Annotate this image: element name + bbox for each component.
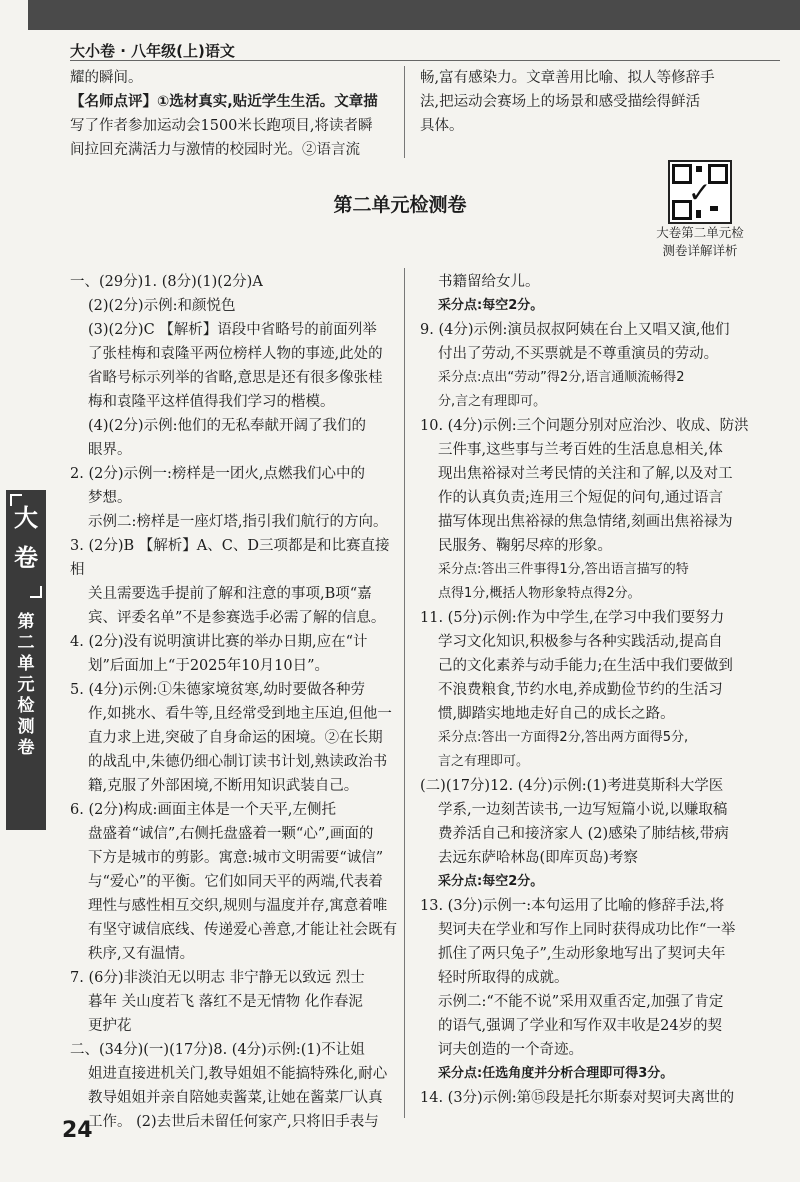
text-line: 现出焦裕禄对兰考民情的关注和了解,以及对工 xyxy=(438,466,733,482)
text-line: 3. (2分)B 【解析】A、C、D三项都是和比赛直接相 xyxy=(70,538,390,578)
text-line: 5. (4分)示例:①朱德家境贫寒,幼时要做各种劳 xyxy=(70,682,365,698)
text-line: 11. (5分)示例:作为中学生,在学习中我们要努力 xyxy=(420,610,725,626)
text-line: 作的认真负责;连用三个短促的问句,通过语言 xyxy=(438,490,723,506)
text-line: 二、(34分)(一)(17分)8. (4分)示例:(1)不让姐 xyxy=(70,1042,365,1058)
side-tab xyxy=(6,490,46,830)
text-line: 不浪费粮食,节约水电,养成勤俭节约的生活习 xyxy=(438,682,723,698)
side-tab-label-text: 第二单元检测卷 xyxy=(17,612,35,758)
top-left-block xyxy=(70,66,400,162)
text-line: 教导姐姐并亲自陪她卖酱菜,让她在酱菜厂认真 xyxy=(88,1090,383,1106)
scoring-line: 采分点:每空2分。 xyxy=(438,874,544,889)
page-number: 24 xyxy=(62,1118,93,1143)
text-line: 的战乱中,朱德仍细心制订读书计划,熟读政治书 xyxy=(88,754,388,770)
text-line: 学习文化知识,积极参与各种实践活动,提高自 xyxy=(438,634,723,650)
text-line: 9. (4分)示例:演员叔叔阿姨在台上又唱又演,他们 xyxy=(420,322,730,338)
scoring-line: 采分点:每空2分。 xyxy=(438,298,544,313)
top-right-block xyxy=(420,66,750,138)
text-line: 工作。 (2)去世后未留任何家产,只将旧手表与 xyxy=(88,1114,379,1130)
text-line: 诃夫创造的一个奇迹。 xyxy=(438,1042,583,1058)
text-line: 与“爱心”的平衡。它们如同天平的两端,代表着 xyxy=(88,874,383,890)
text-line: 法,把运动会赛场上的场景和感受描绘得鲜活 xyxy=(420,94,701,110)
text-line: 暮年 关山度若飞 落红不是无情物 化作春泥 xyxy=(88,994,363,1010)
text-line: 一、(29分)1. (8分)(1)(2分)A xyxy=(70,274,263,290)
text-line: 14. (3分)示例:第⑮段是托尔斯泰对契诃夫离世的 xyxy=(420,1090,735,1106)
text-line: 梅和袁隆平这样值得我们学习的楷模。 xyxy=(88,394,335,410)
text-line: 费养活自己和接济家人 (2)感染了肺结核,带病 xyxy=(438,826,729,842)
text-line: 间拉回充满活力与激情的校园时光。②语言流 xyxy=(70,142,360,158)
qr-caption-line: 大卷第二单元检 xyxy=(656,225,744,240)
header-rule xyxy=(70,60,780,61)
text-line: 学系,一边刻苦读书,一边写短篇小说,以赚取稿 xyxy=(438,802,728,818)
text-line: 理性与感性相互交织,规则与温度并存,寓意着唯 xyxy=(88,898,388,914)
text-line: 有坚守诚信底线、传递爱心善意,才能让社会既有 xyxy=(88,922,398,938)
text-line: 姐进直接进机关门,教导姐姐不能搞特殊化,耐心 xyxy=(88,1066,388,1082)
text-line: 示例二:榜样是一座灯塔,指引我们航行的方向。 xyxy=(88,514,388,530)
scoring-line: 言之有理即可。 xyxy=(438,754,530,769)
text-line: 梦想。 xyxy=(88,490,132,506)
scoring-line: 分,言之有理即可。 xyxy=(438,394,547,409)
text-line: 7. (6分)非淡泊无以明志 非宁静无以致远 烈士 xyxy=(70,970,365,986)
check-icon: ✓ xyxy=(688,176,712,209)
section-title: 第二单元检测卷 xyxy=(333,194,467,216)
text-line: 付出了劳动,不买票就是不尊重演员的劳动。 xyxy=(438,346,719,362)
text-line: 写了作者参加运动会1500米长跑项目,将读者瞬 xyxy=(70,118,373,134)
scoring-line: 点得1分,概括人物形象特点得2分。 xyxy=(438,586,641,601)
text-line: 10. (4分)示例:三个问题分别对应治沙、收成、防洪 xyxy=(420,418,749,434)
text-line: 了张桂梅和袁隆平两位榜样人物的事迹,此处的 xyxy=(88,346,383,362)
text-line: 宾、评委名单”不是参赛选手必需了解的信息。 xyxy=(88,610,386,626)
text-line: 书籍留给女儿。 xyxy=(438,274,540,290)
text-line: (3)(2分)C 【解析】语段中省略号的前面列举 xyxy=(88,322,377,338)
text-line: (二)(17分)12. (4分)示例:(1)考进莫斯科大学医 xyxy=(420,778,724,794)
side-tab-big-2: 卷 xyxy=(14,544,38,572)
text-line: (2)(2分)示例:和颜悦色 xyxy=(88,298,236,314)
text-line: 眼界。 xyxy=(88,442,132,458)
qr-caption-line: 测卷详解详析 xyxy=(662,243,738,258)
text-line: 畅,富有感染力。文章善用比喻、拟人等修辞手 xyxy=(420,70,715,86)
scoring-line: 采分点:答出一方面得2分,答出两方面得5分, xyxy=(438,730,689,745)
text-line: 【名师点评】①选材真实,贴近学生生活。文章描 xyxy=(70,94,378,110)
column-divider xyxy=(404,268,405,1118)
side-tab-label xyxy=(12,612,40,759)
text-line: (4)(2分)示例:他们的无私奉献开阔了我们的 xyxy=(88,418,366,434)
scoring-line: 采分点:点出“劳动”得2分,语言通顺流畅得2 xyxy=(438,370,685,385)
text-line: 更护花 xyxy=(88,1018,132,1034)
text-line: 示例二:“不能不说”采用双重否定,加强了肯定 xyxy=(438,994,724,1010)
scoring-line: 采分点:答出三件事得1分,答出语言描写的特 xyxy=(438,562,689,577)
text-line: 去远东萨哈林岛(即库页岛)考察 xyxy=(438,850,638,866)
text-line: 2. (2分)示例一:榜样是一团火,点燃我们心中的 xyxy=(70,466,365,482)
side-tab-big-1: 大 xyxy=(14,504,38,532)
text-line: 省略号标示列举的省略,意思是还有很多像张桂 xyxy=(88,370,383,386)
top-divider xyxy=(404,66,405,158)
text-line: 具体。 xyxy=(420,118,464,134)
text-line: 三件事,这些事与兰考百姓的生活息息相关,体 xyxy=(438,442,723,458)
text-line: 下方是城市的剪影。寓意:城市文明需要“诚信” xyxy=(88,850,384,866)
text-line: 耀的瞬间。 xyxy=(70,70,143,86)
answers-right-column xyxy=(420,270,760,1110)
text-line: 划”后面加上“于2025年10月10日”。 xyxy=(88,658,330,674)
answers-left-column xyxy=(70,270,400,1134)
text-line: 契诃夫在学业和写作上同时获得成功比作“一举 xyxy=(438,922,736,938)
text-line: 作,如挑水、看牛等,且经常受到地主压迫,但他一 xyxy=(88,706,392,722)
text-line: 13. (3分)示例一:本句运用了比喻的修辞手法,将 xyxy=(420,898,725,914)
running-header: 大小卷 · 八年级(上)语文 xyxy=(70,42,235,60)
top-dark-band xyxy=(28,0,800,30)
text-line: 描写体现出焦裕禄的焦急情绪,刻画出焦裕禄为 xyxy=(438,514,733,530)
text-line: 4. (2分)没有说明演讲比赛的举办日期,应在“计 xyxy=(70,634,368,650)
qr-code[interactable] xyxy=(668,160,732,224)
text-line: 的语气,强调了学业和写作双丰收是24岁的契 xyxy=(438,1018,723,1034)
text-line: 关且需要选手提前了解和注意的事项,B项“嘉 xyxy=(88,586,372,602)
text-line: 轻时所取得的成就。 xyxy=(438,970,569,986)
text-line: 盘盛着“诚信”,右侧托盘盛着一颗“心”,画面的 xyxy=(88,826,374,842)
text-line: 抓住了两只兔子”,生动形象地写出了契诃夫年 xyxy=(438,946,726,962)
text-line: 惯,脚踏实地地走好自己的成长之路。 xyxy=(438,706,675,722)
qr-caption xyxy=(640,224,760,260)
text-line: 直力求上进,突破了自身命运的困境。②在长期 xyxy=(88,730,383,746)
text-line: 秩序,又有温情。 xyxy=(88,946,195,962)
text-line: 己的文化素养与动手能力;在生活中我们要做到 xyxy=(438,658,733,674)
text-line: 籍,克服了外部困境,不断用知识武装自己。 xyxy=(88,778,359,794)
scoring-line: 采分点:任选角度并分析合理即可得3分。 xyxy=(438,1066,674,1081)
text-line: 民服务、鞠躬尽瘁的形象。 xyxy=(438,538,612,554)
text-line: 6. (2分)构成:画面主体是一个天平,左侧托 xyxy=(70,802,336,818)
